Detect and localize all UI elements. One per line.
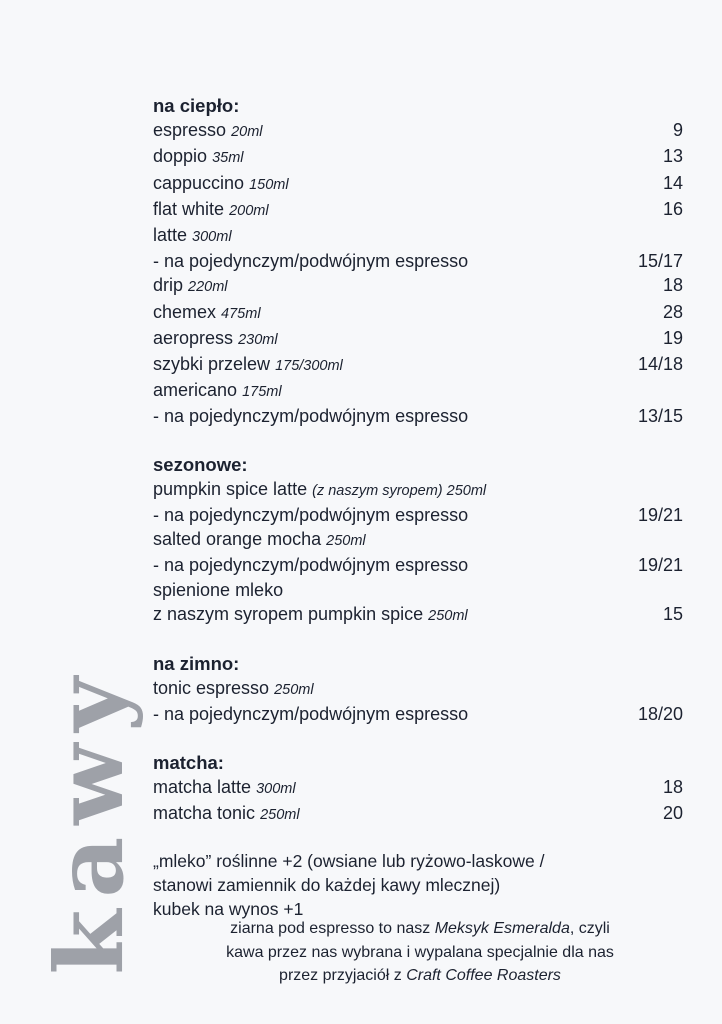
menu-item [153,503,683,527]
menu-item [153,578,683,602]
section-title: na zimno: [153,653,240,675]
item-price: 18 [662,275,683,296]
section-gap [153,628,683,652]
item-name: aeropress [153,327,234,348]
footer-text: ziarna pod espresso to nasz [230,920,435,937]
item-name: - na pojedynczym/podwójnym espresso [153,406,469,427]
section-gap [153,727,683,751]
menu-item [153,404,683,428]
vertical-title-text: kawy [35,665,145,975]
item-price: 9 [672,120,683,141]
item-size: 300ml [256,780,296,797]
item-price: 13/15 [637,406,683,427]
item-size: (z naszym syropem) 250ml [312,482,487,499]
item-price: 16 [662,198,683,219]
item-name: z naszym syropem pumpkin spice [153,603,424,624]
item-label [153,702,468,726]
item-name: drip [153,275,184,296]
item-size: 230ml [238,331,278,348]
item-label [153,249,468,273]
item-label [153,326,278,352]
item-size: 150ml [249,176,289,193]
item-size: 35ml [212,150,244,167]
item-label [153,300,261,326]
footer-line: kawa przez nas wybrana i wypalana specjalnie dla nas [226,943,614,961]
item-price: 18/20 [637,704,683,725]
item-label [153,578,283,602]
menu-item [153,300,683,326]
menu-item [153,118,683,144]
item-name: chemex [153,301,217,322]
bean-name: Meksyk Esmeralda [434,920,570,937]
item-size: 300ml [192,229,232,246]
roaster-name: Craft Coffee Roasters [406,967,561,984]
section-title: matcha: [153,751,224,773]
item-size: 20ml [231,124,263,141]
item-size: 200ml [229,202,269,219]
menu-item [153,378,683,404]
item-label [153,527,366,553]
menu-item [153,801,683,827]
item-name: flat white [153,198,225,219]
item-name: - na pojedynczym/podwójnym espresso [153,505,469,526]
item-price: 28 [662,301,683,322]
note-line: „mleko” roślinne +2 (owsiane lub ryżowo-laskowe / [153,851,545,872]
menu-item [153,249,683,273]
item-name: doppio [153,146,208,167]
item-label [153,775,296,801]
menu-item [153,326,683,352]
section-gap [153,429,683,453]
item-label [153,144,244,170]
menu-item [153,527,683,553]
item-price: 13 [662,146,683,167]
item-name: espresso [153,120,227,141]
item-label [153,197,269,223]
note-line: kubek na wynos +1 [153,899,304,920]
item-label [153,273,228,299]
menu-item [153,676,683,702]
item-price: 19/21 [637,555,683,576]
item-size: 250ml [260,807,300,824]
menu-item [153,197,683,223]
item-label [153,378,282,404]
item-name: spienione mleko [153,579,284,600]
item-price: 19/21 [637,505,683,526]
item-size: 175/300ml [275,358,343,375]
footer-line [140,917,700,941]
menu-notes [153,849,683,921]
footer-line [140,964,700,988]
menu-item [153,223,683,249]
item-size: 250ml [428,607,468,624]
menu-item [153,352,683,378]
menu-item [153,602,683,628]
item-price: 14/18 [637,354,683,375]
menu-item [153,702,683,726]
item-name: americano [153,380,238,401]
item-name: salted orange mocha [153,529,322,550]
item-price: 14 [662,172,683,193]
menu-item [153,775,683,801]
note-line: stanowi zamiennik do każdej kawy mlecznej) [153,875,501,896]
item-name: pumpkin spice latte [153,478,308,499]
item-label [153,171,289,197]
item-size: 175ml [242,384,282,401]
coffee-menu [153,94,683,921]
item-size: 250ml [274,682,314,699]
item-label [153,118,263,144]
item-size: 475ml [221,305,261,322]
item-name: matcha latte [153,776,252,797]
menu-item [153,144,683,170]
item-label [153,676,314,702]
item-size: 220ml [188,279,228,296]
item-name: - na pojedynczym/podwójnym espresso [153,251,469,272]
item-label [153,352,343,378]
item-label [153,223,232,249]
item-name: matcha tonic [153,803,256,824]
item-name: szybki przelew [153,354,271,375]
item-name: tonic espresso [153,678,270,699]
item-name: - na pojedynczym/podwójnym espresso [153,555,469,576]
item-name: cappuccino [153,172,245,193]
item-size: 250ml [326,533,366,550]
menu-item [153,477,683,503]
item-price: 19 [662,327,683,348]
menu-item [153,553,683,577]
beans-footer [140,917,700,988]
item-price: 15/17 [637,251,683,272]
item-label [153,602,468,628]
item-name: latte [153,225,188,246]
section-title: sezonowe: [153,453,248,475]
footer-text: przez przyjaciół z [279,967,407,984]
item-label [153,477,486,503]
item-label [153,404,468,428]
item-price: 20 [662,803,683,824]
item-name: - na pojedynczym/podwójnym espresso [153,704,469,725]
vertical-title [35,660,145,980]
menu-item [153,171,683,197]
item-price: 18 [662,776,683,797]
item-label [153,553,468,577]
item-label [153,801,300,827]
item-label [153,503,468,527]
menu-sections [153,94,683,827]
item-price: 15 [662,603,683,624]
footer-text: , czyli [569,920,610,937]
menu-item [153,273,683,299]
section-title: na ciepło: [153,95,240,116]
